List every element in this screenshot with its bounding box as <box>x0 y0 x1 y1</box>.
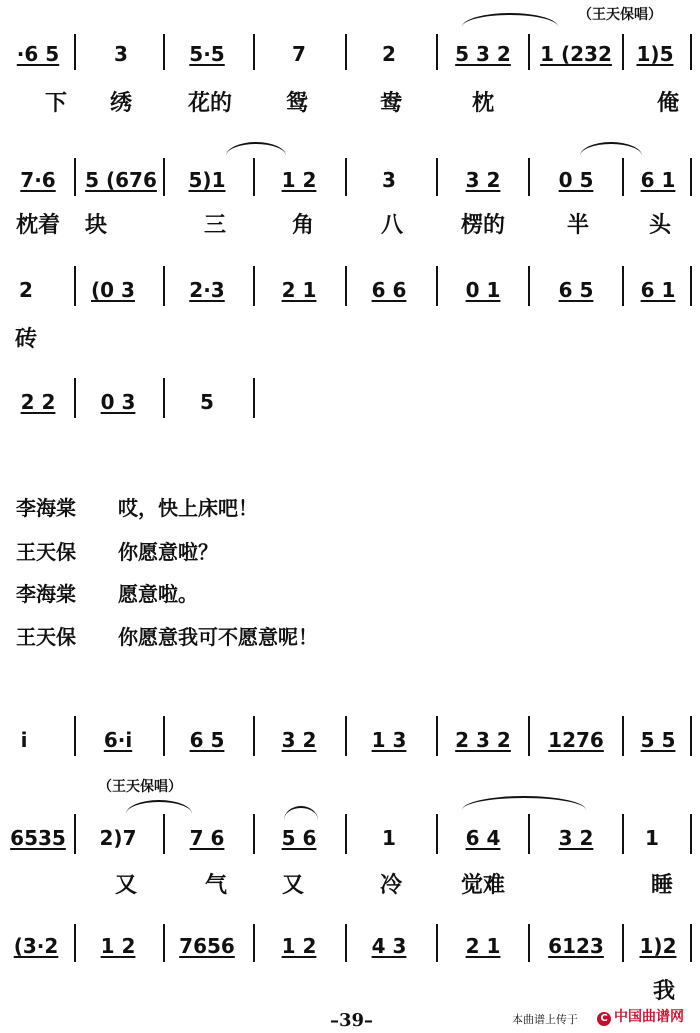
speaker-name: 王天保 <box>16 540 76 564</box>
note-group: 3 <box>382 168 396 192</box>
slur <box>462 796 586 810</box>
score-line-1 <box>0 42 700 78</box>
note-group: ·6 5 <box>16 42 60 66</box>
note-group: 3 2 <box>465 168 501 192</box>
source-note: 本曲谱上传于 <box>512 1013 578 1026</box>
lyric: 枕着 <box>15 213 61 238</box>
lyric: 俺 <box>656 91 680 116</box>
lyric: 气 <box>204 873 228 898</box>
bar-line <box>690 266 692 306</box>
bar-line <box>74 924 76 962</box>
note-group: 5 3 2 <box>455 42 511 66</box>
score-line-6 <box>0 826 700 862</box>
bar-line <box>253 716 255 756</box>
page-number: –39– <box>330 1010 374 1031</box>
bar-line <box>163 814 165 854</box>
bar-line <box>163 158 165 196</box>
bar-line <box>622 814 624 854</box>
speaker-name: 王天保 <box>16 625 76 649</box>
lyric: 又 <box>281 873 305 898</box>
bar-line <box>253 378 255 418</box>
lyric: 又 <box>114 873 138 898</box>
note-group: 7·6 <box>20 168 56 192</box>
note-group: 6 6 <box>371 278 407 302</box>
note-group: 1 <box>645 826 659 850</box>
note-group: 0 1 <box>465 278 501 302</box>
lyric: 角 <box>291 213 315 238</box>
bar-line <box>436 716 438 756</box>
lyric: 我 <box>652 979 676 1004</box>
note-group: 2·3 <box>189 278 225 302</box>
speaker-name: 李海棠 <box>16 582 76 606</box>
note-group: 1 2 <box>100 934 136 958</box>
bar-line <box>74 716 76 756</box>
note-group: 3 2 <box>558 826 594 850</box>
note-group: 6123 <box>548 934 604 958</box>
note-group: 2 1 <box>465 934 501 958</box>
bar-line <box>163 716 165 756</box>
note-group: 2)7 <box>99 826 137 850</box>
bar-line <box>253 266 255 306</box>
lyric: 八 <box>380 213 404 238</box>
note-group: 1 2 <box>281 168 317 192</box>
lyrics-line-3 <box>0 322 700 358</box>
note-group: 1)2 <box>639 934 677 958</box>
note-group: 1 3 <box>371 728 407 752</box>
bar-line <box>345 924 347 962</box>
note-group: 6 1 <box>640 168 676 192</box>
lyric: 睡 <box>650 873 674 898</box>
note-group: 1276 <box>548 728 604 752</box>
note-group: 5·5 <box>189 42 225 66</box>
bar-line <box>622 716 624 756</box>
dialogue-line <box>16 621 318 650</box>
score-line-7 <box>0 934 700 970</box>
bar-line <box>622 158 624 196</box>
note-group: 0 3 <box>100 390 136 414</box>
score-line-2 <box>0 168 700 204</box>
lyric: 半 <box>566 213 590 238</box>
note-group: 7656 <box>179 934 235 958</box>
singer-annotation-top: （王天保唱） <box>578 7 662 23</box>
bar-line <box>528 266 530 306</box>
bar-line <box>690 158 692 196</box>
bar-line <box>345 716 347 756</box>
note-group: 7 <box>292 42 306 66</box>
bar-line <box>528 924 530 962</box>
bar-line <box>345 266 347 306</box>
site-logo[interactable] <box>597 1006 684 1026</box>
bar-line <box>74 158 76 196</box>
bar-line <box>528 716 530 756</box>
bar-line <box>528 814 530 854</box>
slur <box>284 806 318 820</box>
note-group: 7 6 <box>189 826 225 850</box>
note-group: 6 4 <box>465 826 501 850</box>
speaker-name: 李海棠 <box>16 496 76 520</box>
bar-line <box>163 34 165 70</box>
lyrics-line-7 <box>0 974 700 1010</box>
bar-line <box>163 266 165 306</box>
bar-line <box>690 34 692 70</box>
note-group: 1 <box>382 826 396 850</box>
note-group: 6535 <box>10 826 66 850</box>
singer-annotation-mid: （王天保唱） <box>98 779 182 795</box>
lyric: 鸳 <box>285 91 309 116</box>
lyric: 觉难 <box>460 873 506 898</box>
note-group: 0 5 <box>558 168 594 192</box>
slur <box>462 13 558 27</box>
bar-line <box>345 814 347 854</box>
bar-line <box>74 378 76 418</box>
note-group: 5 5 <box>640 728 676 752</box>
bar-line <box>622 34 624 70</box>
lyrics-line-1 <box>0 86 700 122</box>
bar-line <box>253 158 255 196</box>
lyrics-line-6 <box>0 868 700 904</box>
bar-line <box>74 266 76 306</box>
note-group: 5)1 <box>188 168 226 192</box>
note-group: 6·i <box>103 728 133 752</box>
dialogue-line <box>16 536 218 565</box>
dialogue-text: 哎，快上床吧！ <box>118 496 258 520</box>
note-group: (0 3 <box>91 278 135 302</box>
note-group: 2 3 2 <box>455 728 511 752</box>
bar-line <box>622 924 624 962</box>
bar-line <box>436 34 438 70</box>
note-group: 2 <box>382 42 396 66</box>
note-group: 6 5 <box>189 728 225 752</box>
bar-line <box>345 34 347 70</box>
bar-line <box>436 924 438 962</box>
score-line-3 <box>0 278 700 314</box>
note-group: 4 3 <box>371 934 407 958</box>
bar-line <box>253 924 255 962</box>
bar-line <box>345 158 347 196</box>
lyrics-line-2 <box>0 208 700 244</box>
bar-line <box>690 716 692 756</box>
note-group: 5 6 <box>281 826 317 850</box>
note-group: 6 5 <box>558 278 594 302</box>
bar-line <box>253 814 255 854</box>
lyric: 绣 <box>109 91 133 116</box>
dialogue-line <box>16 578 198 607</box>
qupu-logo-icon: C <box>597 1012 611 1026</box>
dialogue-text: 愿意啦。 <box>118 582 198 606</box>
lyric: 三 <box>203 213 227 238</box>
slur <box>580 142 642 156</box>
note-group: i <box>20 728 28 752</box>
lyric: 头 <box>648 213 672 238</box>
bar-line <box>74 814 76 854</box>
bar-line <box>163 378 165 418</box>
lyric: 枕 <box>471 91 495 116</box>
note-group: 3 <box>114 42 128 66</box>
note-group: (3·2 <box>13 934 59 958</box>
bar-line <box>436 266 438 306</box>
note-group: 1 (232 <box>540 42 612 66</box>
bar-line <box>163 924 165 962</box>
note-group: 3 2 <box>281 728 317 752</box>
lyric: 楞的 <box>460 213 506 238</box>
note-group: 5 <box>200 390 214 414</box>
lyric: 下 <box>44 91 68 116</box>
site-name: 中国曲谱网 <box>614 1009 684 1025</box>
bar-line <box>690 924 692 962</box>
dialogue-text: 你愿意我可不愿意呢！ <box>118 625 318 649</box>
bar-line <box>436 814 438 854</box>
slur <box>226 142 286 156</box>
note-group: 1)5 <box>636 42 674 66</box>
bar-line <box>253 34 255 70</box>
note-group: 2 1 <box>281 278 317 302</box>
bar-line <box>436 158 438 196</box>
lyric: 砖 <box>14 327 38 352</box>
lyric: 冷 <box>379 873 403 898</box>
lyric: 花的 <box>187 91 233 116</box>
note-group: 1 2 <box>281 934 317 958</box>
score-line-4 <box>0 390 700 426</box>
bar-line <box>528 34 530 70</box>
bar-line <box>690 814 692 854</box>
score-line-5 <box>0 728 700 764</box>
slur <box>126 800 192 814</box>
dialogue-line <box>16 492 258 521</box>
note-group: 5 (676 <box>85 168 157 192</box>
bar-line <box>622 266 624 306</box>
dialogue-text: 你愿意啦？ <box>118 540 218 564</box>
lyric: 鸯 <box>379 91 403 116</box>
note-group: 2 2 <box>20 390 56 414</box>
note-group: 2 <box>19 278 33 302</box>
note-group: 6 1 <box>640 278 676 302</box>
bar-line <box>528 158 530 196</box>
bar-line <box>74 34 76 70</box>
lyric: 块 <box>84 213 108 238</box>
